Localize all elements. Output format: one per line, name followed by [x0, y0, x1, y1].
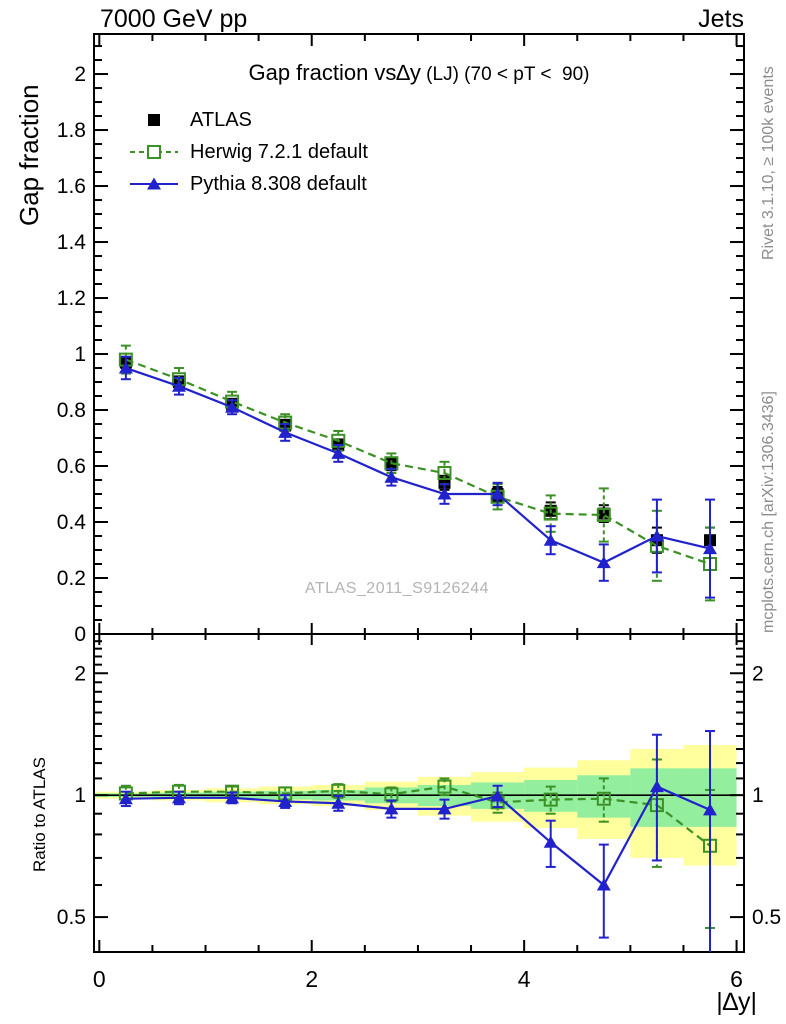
svg-text:1.6: 1.6	[56, 175, 86, 199]
legend-label-atlas: ATLAS	[190, 108, 252, 131]
svg-text:0: 0	[92, 966, 106, 992]
series-herwig-7-2-1-default	[120, 346, 716, 601]
svg-text:1.8: 1.8	[56, 119, 86, 143]
x-axis-title: |∆y|	[716, 988, 757, 1016]
svg-text:0.4: 0.4	[56, 511, 86, 535]
series-atlas	[120, 356, 716, 552]
plot-title	[94, 60, 744, 86]
svg-text:0.2: 0.2	[56, 567, 86, 591]
svg-text:0.6: 0.6	[56, 455, 86, 479]
legend	[128, 104, 368, 200]
svg-text:2: 2	[74, 662, 86, 686]
svg-text:1.2: 1.2	[56, 287, 86, 311]
analysis-watermark: ATLAS_2011_S9126244	[304, 580, 490, 597]
svg-text:2: 2	[305, 966, 319, 992]
legend-label-herwig: Herwig 7.2.1 default	[190, 140, 368, 163]
svg-text:1: 1	[74, 343, 86, 367]
svg-text:0: 0	[74, 623, 86, 646]
legend-item-herwig	[128, 136, 368, 168]
atlas-marker-icon	[128, 109, 180, 131]
main-y-axis-title: Gap fraction	[14, 84, 44, 226]
pythia-marker-icon	[128, 173, 180, 195]
legend-item-atlas	[128, 104, 368, 136]
beam-label: 7000 GeV pp	[100, 5, 248, 33]
ratio-uncertainty-bands	[94, 745, 737, 866]
plot-title-main: Gap fraction vs∆y	[248, 60, 421, 85]
herwig-marker-icon	[128, 141, 180, 163]
ratio-y-axis-title: Ratio to ATLAS	[30, 757, 49, 872]
mcplots-reference-note: mcplots.cern.ch [arXiv:1306.3436]	[760, 391, 777, 633]
svg-text:1.4: 1.4	[56, 231, 86, 255]
svg-text:4: 4	[517, 966, 531, 992]
svg-text:1: 1	[752, 784, 764, 808]
svg-text:0.5: 0.5	[752, 906, 782, 930]
svg-text:6: 6	[730, 966, 743, 992]
svg-text:2: 2	[752, 662, 764, 686]
svg-text:2: 2	[74, 63, 86, 87]
svg-text:1: 1	[74, 784, 86, 808]
legend-item-pythia	[128, 168, 368, 200]
series-pythia-8-308-default	[119, 357, 717, 598]
svg-text:0.8: 0.8	[56, 399, 86, 423]
svg-text:0.5: 0.5	[56, 906, 86, 930]
rivet-version-note: Rivet 3.1.10, ≥ 100k events	[760, 66, 777, 260]
legend-label-pythia: Pythia 8.308 default	[190, 172, 367, 195]
analysis-group-label: Jets	[698, 5, 744, 33]
plot-title-cut: (LJ) (70 < pT < 90)	[420, 64, 590, 85]
